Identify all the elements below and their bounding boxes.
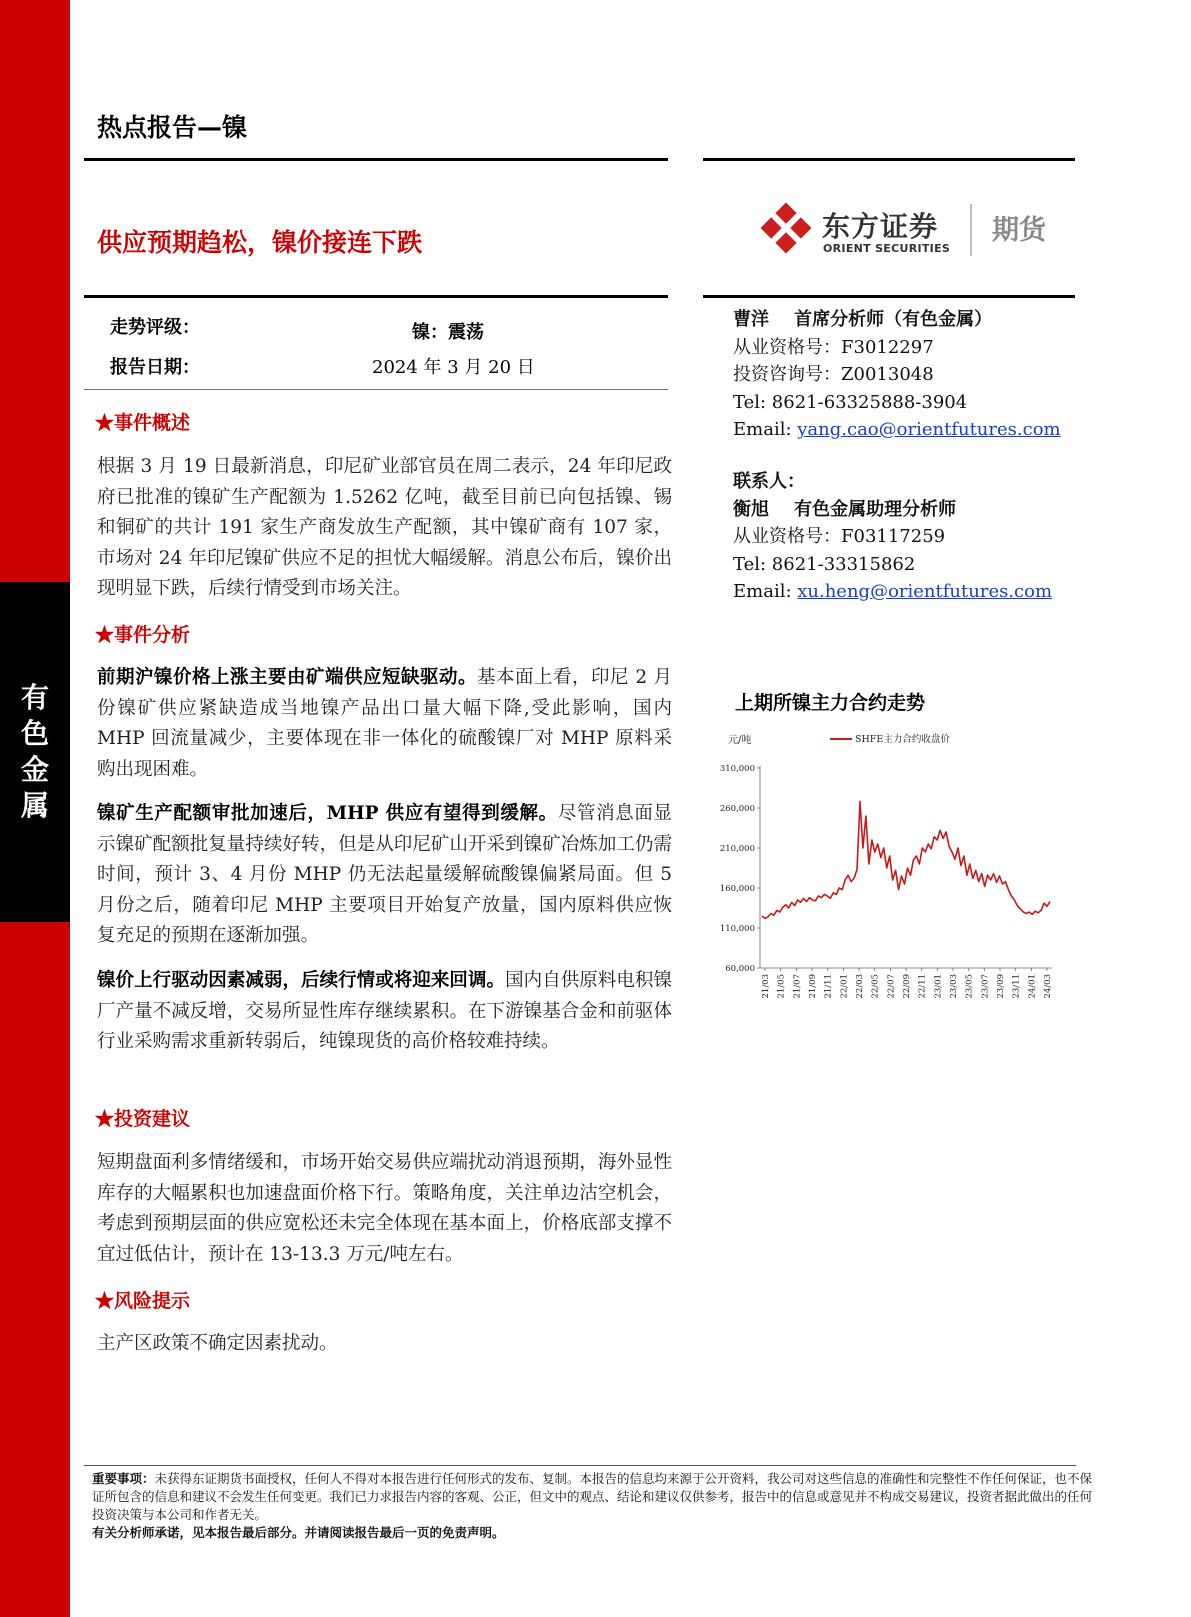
notice-rule [84, 1465, 1076, 1466]
analyst-name-title: 曹洋 首席分析师（有色金属） [733, 309, 993, 330]
y-tick-label: 210,000 [719, 844, 755, 854]
notice-footer: 有关分析师承诺，见本报告最后部分。并请阅读报告最后一页的免责声明。 [92, 1525, 505, 1540]
meta-rule-top [84, 295, 668, 298]
paragraph-lead: 镍价上行驱动因素减弱，后续行情或将迎来回调。 [97, 970, 506, 991]
meta-rule-bottom [84, 389, 668, 390]
header-rule-left [84, 158, 668, 161]
x-tick-label: 21/07 [792, 974, 803, 999]
contact-label: 联系人： [733, 471, 805, 492]
email-label: Email: [733, 419, 798, 440]
sidebar-category-label [0, 680, 70, 824]
x-tick-label: 21/11 [823, 974, 834, 999]
paragraph-lead: 前期沪镍价格上涨主要由矿端供应短缺驱动。 [97, 667, 477, 688]
analyst-qualification: 从业资格号：F3012297 [733, 336, 934, 358]
notice-text: 未获得东证期货书面授权，任何人不得对本报告进行任何形式的发布、复制。本报告的信息均来源于公开资料，我公司对这些信息的准确性和完整性不作任何保证，也不保证所包含的信息和建议不会发生任何变更。我们已力求报告内容的客观、公正，但文中的观点、结论和建议仅供参考，报告中的信息或意见并不构成交易建议，投资者据此做出的任何投资决策与本公司和作者无关。 [92, 1471, 1093, 1522]
legend-label: SHFE主力合约收盘价 [855, 734, 950, 745]
y-tick-label: 110,000 [719, 924, 755, 934]
paragraph-text: 主产区政策不确定因素扰动。 [97, 1333, 338, 1354]
sidebar-char: 属 [20, 789, 49, 822]
sidebar-char: 有 [20, 681, 49, 714]
y-tick-label: 160,000 [719, 884, 755, 894]
x-tick-label: 21/05 [776, 974, 787, 999]
rating-value: 镍：震荡 [412, 322, 484, 343]
x-tick-label: 22/01 [839, 974, 850, 999]
section-title-overview: ★事件概述 [95, 412, 191, 434]
x-tick-label: 21/03 [761, 974, 771, 999]
important-notice [92, 1470, 1102, 1542]
analyst-email-row [733, 416, 1061, 444]
analyst-block [733, 306, 1061, 444]
sidebar-char: 色 [20, 717, 49, 750]
logo-brand-en: ORIENT SECURITIES [823, 242, 951, 255]
price-series-line [762, 802, 1050, 919]
nickel-price-chart [719, 734, 1090, 1040]
x-tick-label: 22/03 [855, 974, 865, 999]
y-tick-label: 60,000 [725, 964, 755, 974]
risk-paragraph [97, 1329, 672, 1360]
analysis-paragraph-2 [97, 799, 672, 952]
section-title-advice: ★投资建议 [95, 1108, 191, 1130]
advice-paragraph [97, 1148, 672, 1270]
overview-paragraph [97, 452, 672, 605]
contact-email-row [733, 578, 1052, 606]
contact-email-link[interactable]: xu.heng@orientfutures.com [797, 581, 1053, 602]
paragraph-lead: 镍矿生产配额审批加速后，MHP 供应有望得到缓解。 [97, 803, 558, 824]
paragraph-text: 基本面上看，印尼 2 月份镍矿供应紧缺造成当地镍产品出口量大幅下降,受此影响，国内 MHP 回流量减少，主要体现在非一体化的硫酸镍厂对 MHP 原料采购出现困难。 [97, 667, 672, 780]
x-tick-label: 23/11 [1011, 974, 1022, 999]
analyst-email-link[interactable]: yang.cao@orientfutures.com [797, 419, 1061, 440]
analysis-paragraph-1 [97, 663, 672, 785]
rating-label: 走势评级： [110, 317, 200, 338]
contact-name-title: 衡旭 有色金属助理分析师 [733, 498, 957, 520]
y-tick-label: 260,000 [719, 804, 755, 814]
notice-label: 重要事项： [92, 1471, 155, 1486]
headline: 供应预期趋松，镍价接连下跌 [97, 228, 423, 257]
date-label: 报告日期： [110, 357, 200, 378]
x-tick-label: 23/05 [964, 974, 975, 999]
chart-ylabel: 元/吨 [728, 735, 752, 746]
logo-brand-cn: 东方证券 [822, 210, 939, 243]
email-label: Email: [733, 581, 798, 602]
header-rule-right [703, 158, 1075, 161]
company-logo [760, 200, 1080, 268]
analysis-paragraph-3 [97, 966, 672, 1058]
paragraph-text: 根据 3 月 19 日最新消息，印尼矿业部官员在周二表示，24 年印尼政府已批准的镍矿生产配额为 1.5262 亿吨，截至目前已向包括镍、锡和铜矿的共计 191 家生产商发放生产配额，其中镍矿商有 107 家，市场对 24 年印尼镍矿供应不足的担忧大幅缓解。消息公布后，镍价出现明显下跌，后续行情受到市场关注。 [97, 456, 672, 599]
x-tick-label: 22/11 [917, 974, 928, 999]
logo-subbrand: 期货 [992, 215, 1046, 246]
x-tick-label: 22/07 [886, 974, 897, 999]
analyst-rule-top [703, 295, 1075, 298]
chart-title: 上期所镍主力合约走势 [735, 692, 926, 714]
date-value: 2024 年 3 月 20 日 [372, 357, 535, 378]
contact-block [733, 468, 1052, 606]
section-title-risk: ★风险提示 [95, 1290, 191, 1312]
analyst-tel: Tel: 8621-63325888-3904 [733, 391, 968, 413]
contact-tel: Tel: 8621-33315862 [733, 553, 916, 575]
logo-separator [970, 204, 972, 256]
sidebar-char: 金 [20, 753, 49, 786]
x-tick-label: 22/09 [902, 974, 912, 999]
paragraph-text: 尽管消息面显示镍矿配额批复量持续好转，但是从印尼矿山开采到镍矿冶炼加工仍需时间，预计 3、4 月份 MHP 仍无法起量缓解硫酸镍偏紧局面。但 5 月份之后，随着印尼 MHP 主要项目开始复产放量，国内原料供应恢复充足的预期在逐渐加强。 [97, 803, 672, 946]
x-tick-label: 23/09 [996, 974, 1006, 999]
logo-mark-icon [760, 202, 812, 254]
x-tick-label: 24/01 [1027, 974, 1038, 999]
paragraph-text: 国内自供原料电积镍厂产量不减反增，交易所显性库存继续累积。在下游镍基合金和前驱体行业采购需求重新转弱后，纯镍现货的高价格较难持续。 [97, 970, 672, 1052]
contact-qualification: 从业资格号：F03117259 [733, 526, 946, 547]
y-tick-label: 310,000 [719, 764, 755, 774]
x-tick-label: 22/05 [870, 974, 881, 999]
x-tick-label: 23/07 [980, 974, 991, 999]
x-tick-label: 23/01 [933, 974, 944, 999]
section-title-analysis: ★事件分析 [95, 624, 191, 646]
x-tick-label: 24/03 [1043, 974, 1053, 999]
x-tick-label: 23/03 [949, 974, 959, 999]
x-tick-label: 21/09 [808, 974, 818, 999]
report-type: 热点报告—镍 [97, 113, 248, 142]
analyst-invest-id: 投资咨询号：Z0013048 [733, 364, 934, 385]
paragraph-text: 短期盘面利多情绪缓和，市场开始交易供应端扰动消退预期，海外显性库存的大幅累积也加速盘面价格下行。策略角度，关注单边沽空机会，考虑到预期层面的供应宽松还未完全体现在基本面上，价格底部支撑不宜过低估计，预计在 13-13.3 万元/吨左右。 [97, 1152, 672, 1265]
